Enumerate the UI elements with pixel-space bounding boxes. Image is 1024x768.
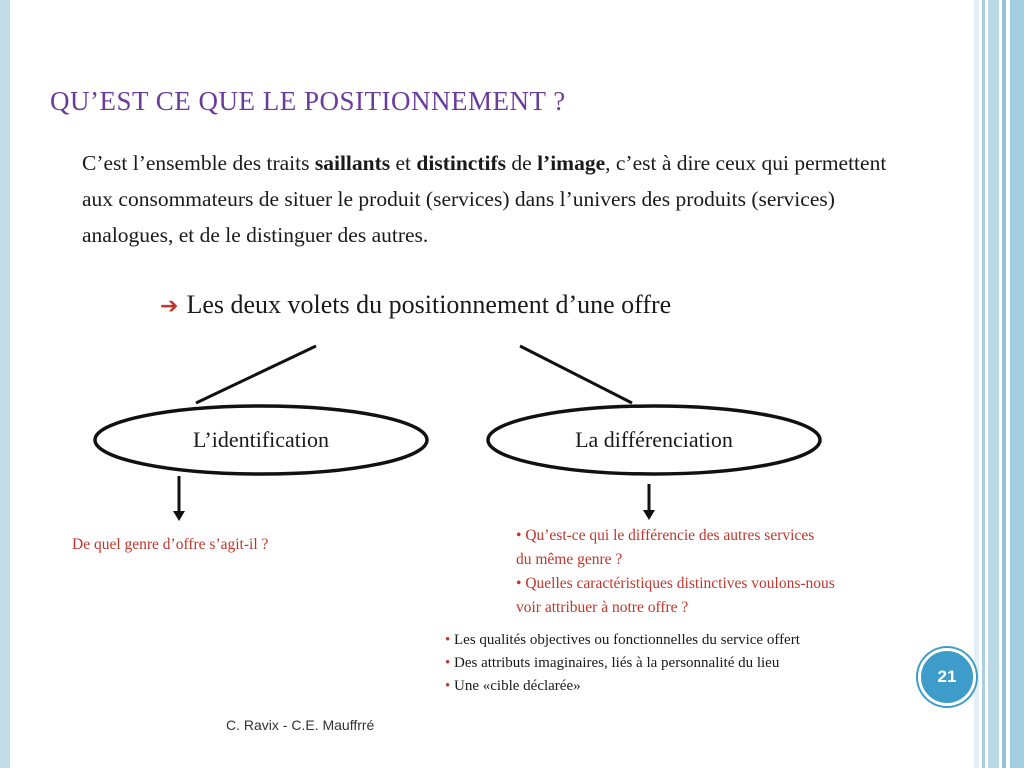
question-item-continued: voir attribuer à notre offre ? [516,599,689,616]
identification-question: De quel genre d’offre s’agit-il ? [72,536,269,553]
arrow-right-head [643,510,655,520]
keyword-saillants: saillants [314,151,391,175]
paragraph-text: C’est l’ensemble des traits [82,151,315,175]
paragraph-text: et [390,151,417,175]
attribute-item: • Une «cible déclarée» [445,678,581,694]
attribute-item: • Des attributs imaginaires, liés à la personnalité du lieu [445,655,780,671]
arrow-left-head [173,511,185,521]
question-item: • Qu’est-ce qui le différencie des autres services [516,527,815,544]
paragraph-text: de [506,151,538,175]
attribute-item: • Les qualités objectives ou fonctionnelles du service offert [445,632,800,648]
subtitle-text: Les deux volets du positionnement d’une offre [186,290,672,319]
paragraph-text: , c’est à dire ceux qui permettent aux consommateurs de situer le produit (services) dans l’univers des produits (services) analogues, et de le distinguer des autres. [82,151,887,247]
question-item: • Quelles caractéristiques distinctives voulons-nous [516,575,835,592]
question-item-continued: du même genre ? [516,551,623,568]
keyword-image: l’image [537,151,606,175]
connector-line-right [520,346,632,403]
differenciation-questions [516,524,916,620]
page-number-badge: 21 [918,648,976,706]
right-arrow-icon: ➔ [160,293,179,318]
oval-label-identification: L’identification [192,427,330,452]
oval-label-differenciation: La différenciation [575,427,733,452]
connector-line-left [196,346,316,403]
slide-title: QU’EST CE QUE LE POSITIONNEMENT ? [50,86,566,116]
keyword-distinctifs: distinctifs [416,151,507,175]
attributes-list [445,629,915,698]
footer-author: C. Ravix - C.E. Mauffrré [226,717,375,733]
